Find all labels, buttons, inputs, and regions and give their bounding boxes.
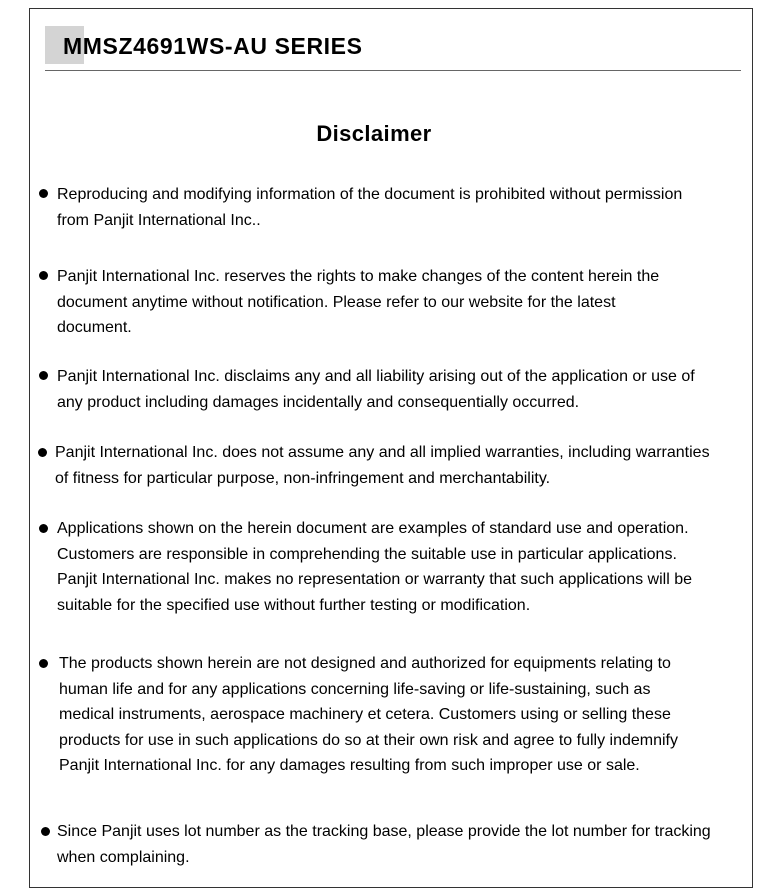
bullet-icon [41,827,50,836]
list-item-text: The products shown herein are not designed and authorized for equipments relating to human life and for any applications concerning life-saving or life-sustaining, such as medical instruments, aerospace machinery et cetera. Customers using or selling these products for use in such applications do so at their own risk and agree to fully indemnify Panjit International Inc. for any damages resulting from such improper use or sale. [59,655,678,775]
list-item [57,364,695,415]
series-title: MMSZ4691WS-AU SERIES [63,33,363,59]
list-item [57,819,711,870]
header-divider [45,70,741,71]
bullet-icon [39,524,48,533]
bullet-icon [38,448,47,457]
list-item-text: Reproducing and modifying information of the document is prohibited without permission from Panjit International Inc.. [57,186,683,229]
bullet-icon [39,271,48,280]
bullet-icon [39,659,48,668]
list-item [59,651,678,779]
list-item-text: Panjit International Inc. does not assume any and all implied warranties, including warranties of fitness for particular purpose, non-infringement and merchantability. [55,444,710,487]
list-item [57,516,692,618]
list-item [55,440,710,491]
bullet-icon [39,189,48,198]
list-item-text: Panjit International Inc. disclaims any and all liability arising out of the application or use of any product including damages incidentally and consequentially occurred. [57,368,695,411]
list-item-text: Panjit International Inc. reserves the rights to make changes of the content herein the document anytime without notification. Please refer to our website for the latest document. [57,268,660,337]
list-item [57,264,659,341]
list-item [57,182,682,233]
bullet-icon [39,371,48,380]
list-item-text: Applications shown on the herein document are examples of standard use and operation. Customers are responsible in comprehending the suitable use in particular applications. Panjit International Inc. makes no representation or warranty that such applications will be suitable for the specified use without further testing or modification. [57,520,693,614]
page-title: Disclaimer [316,121,432,146]
list-item-text: Since Panjit uses lot number as the tracking base, please provide the lot number for tracking when complaining. [57,823,711,866]
